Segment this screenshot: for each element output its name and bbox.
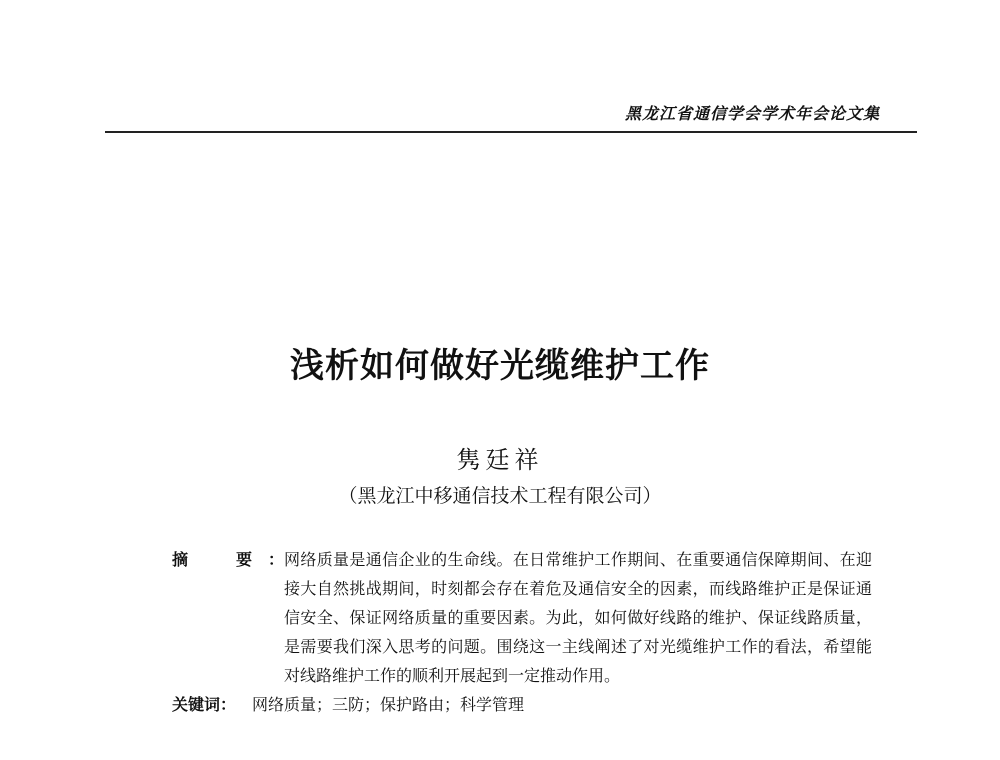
keywords-row: [172, 690, 872, 719]
abstract-row: [172, 545, 872, 690]
article-title: 浅析如何做好光缆维护工作: [290, 346, 710, 386]
author-name: 隽廷祥: [456, 446, 544, 474]
keywords-label: [172, 690, 252, 719]
abstract-label-text: 摘 要: [172, 550, 269, 569]
keywords-colon: ：: [220, 695, 237, 714]
running-head: 黑龙江省通信学会学术年会论文集: [624, 104, 880, 123]
abstract-label: [172, 545, 284, 690]
keywords-label-text: 关键词: [172, 695, 221, 714]
abstract-colon: ：: [268, 550, 285, 569]
author-affiliation: （黑龙江中移通信技术工程有限公司）: [338, 485, 662, 507]
header-rule: [105, 131, 917, 133]
abstract-text: 网络质量是通信企业的生命线。在日常维护工作期间、在重要通信保障期间、在迎接大自然挑战期间，时刻都会存在着危及通信安全的因素，而线路维护正是保证通信安全、保证网络质量的重要因素。为此，如何做好线路的维护、保证线路质量，是需要我们深入思考的问题。围绕这一主线阐述了对光缆维护工作的看法，希望能对线路维护工作的顺利开展起到一定推动作用。: [284, 550, 872, 685]
keywords-text: 网络质量；三防；保护路由；科学管理: [252, 695, 525, 714]
abstract-block: [172, 545, 872, 719]
